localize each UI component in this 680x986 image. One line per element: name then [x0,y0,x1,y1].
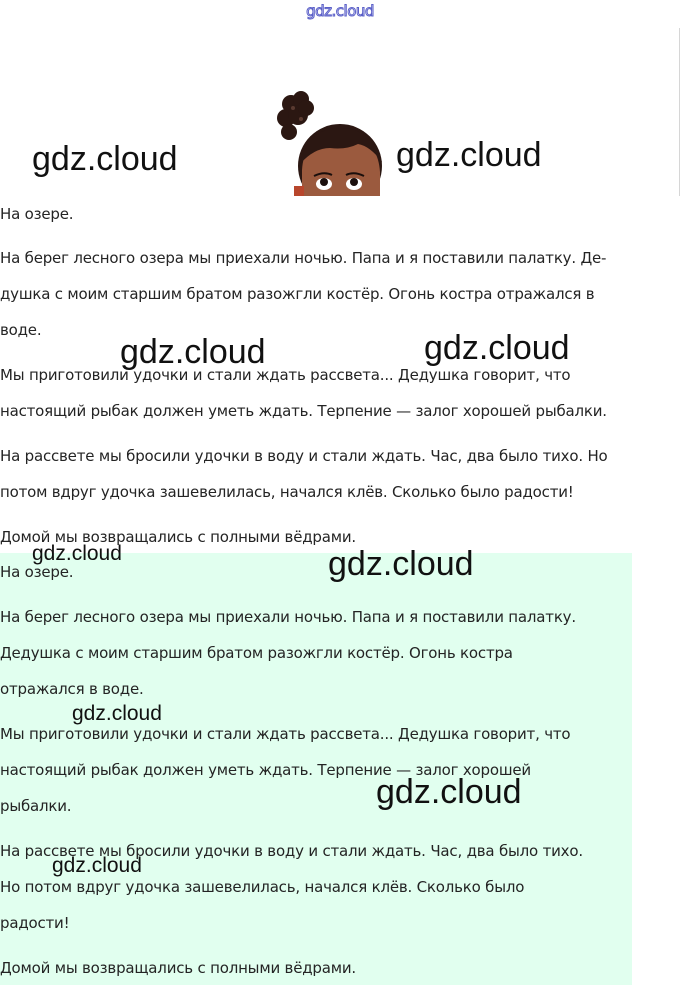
watermark: gdz.cloud [32,140,178,178]
answer-line: Дедушка с моим старшим братом разожгли костёр. Огонь костра [0,644,513,662]
task-line: Мы приготовили удочки и стали ждать рассвета... Дедушка говорит, что [0,366,571,384]
task-line: настоящий рыбак должен уметь ждать. Терпение — залог хорошей рыбалки. [0,402,607,420]
watermark: gdz.cloud [424,329,570,367]
answer-line: отражался в воде. [0,680,144,698]
answer-line: настоящий рыбак должен уметь ждать. Терпение — залог хорошей [0,761,531,779]
answer-line: На рассвете мы бросили удочки в воду и стали ждать. Час, два было тихо. [0,842,583,860]
task-line: Домой мы возвращались с полными вёдрами. [0,528,356,546]
answer-line: На берег лесного озера мы приехали ночью. Папа и я поставили палатку. [0,608,576,626]
watermark: gdz.cloud [72,702,162,725]
watermark: gdz.cloud [396,136,542,174]
girl-mascot-icon [274,88,402,196]
task-line: воде. [0,321,42,339]
answer-title: На озере. [0,563,74,581]
watermark: gdz.cloud [32,542,122,565]
watermark: gdz.cloud [328,545,474,583]
task-line: потом вдруг удочка зашевелилась, начался клёв. Сколько было радости! [0,483,574,501]
task-line: На берег лесного озера мы приехали ночью. Папа и я поставили палатку. Де- [0,249,607,267]
answer-block [0,553,632,985]
answer-line: радости! [0,914,70,932]
task-line: душка с моим старшим братом разожгли костёр. Огонь костра отражался в [0,285,595,303]
site-header [0,0,680,22]
answer-line: Но потом вдруг удочка зашевелилась, начался клёв. Сколько было [0,878,525,896]
watermark: gdz.cloud [376,773,522,811]
answer-line: Мы приготовили удочки и стали ждать рассвета... Дедушка говорит, что [0,725,571,743]
answer-line: Домой мы возвращались с полными вёдрами. [0,959,356,977]
site-logo-link[interactable]: gdz.cloud [306,2,374,20]
answer-line: рыбалки. [0,797,72,815]
task-line: На рассвете мы бросили удочки в воду и стали ждать. Час, два было тихо. Но [0,447,608,465]
task-title: На озере. [0,205,74,223]
watermark: gdz.cloud [52,854,142,877]
watermark: gdz.cloud [120,333,266,371]
